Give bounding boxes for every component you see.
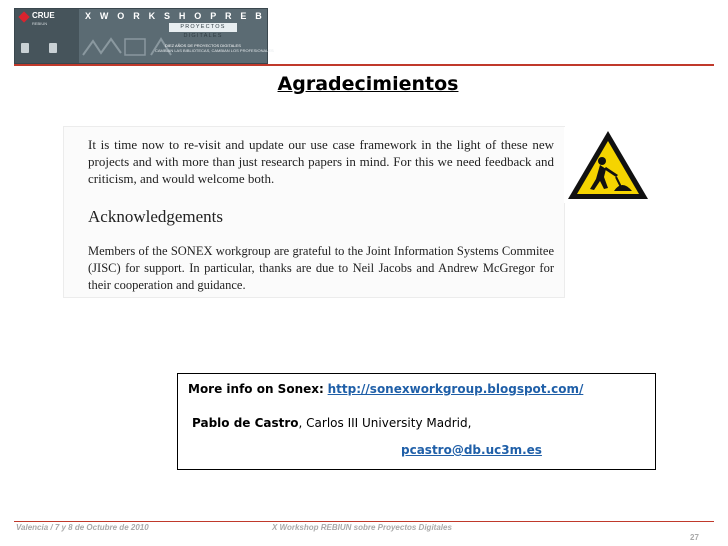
- crue-sublabel: REBIUN: [32, 21, 48, 26]
- crue-logo-icon: [18, 11, 29, 22]
- footer-location-date: Valencia / 7 y 8 de Octubre de 2010: [16, 523, 149, 532]
- banner-caption-line2: CAMBIAN LAS BIBLIOTECAS, CAMBIAN LOS PROFESIONALES: [155, 48, 274, 53]
- sonex-blog-link[interactable]: http://sonexworkgroup.blogspot.com/: [327, 382, 584, 396]
- author-email-link[interactable]: pcastro@db.uc3m.es: [401, 443, 542, 457]
- slide-title: [0, 73, 728, 95]
- slide-title-text: Agradecimientos: [277, 73, 459, 95]
- workshop-title: X W O R K S H O P R E B I U N: [85, 11, 308, 21]
- excerpt-paragraph: It is time now to re-visit and update our use case framework in the light of these new projects and with more than just research papers in mind. For this we need feedback and criticism, and would welcome both.: [88, 137, 554, 186]
- more-info-label: More info on Sonex:: [188, 382, 324, 396]
- header-divider: [14, 64, 714, 66]
- banner-caption-line1: DIEZ AÑOS DE PROYECTOS DIGITALES: [165, 43, 241, 48]
- author-name: Pablo de Castro: [192, 416, 299, 430]
- footer-divider: [14, 521, 714, 522]
- author-line: [192, 416, 471, 430]
- more-info-line: [188, 382, 583, 396]
- excerpt-acknowledgement-text: Members of the SONEX workgroup are grateful to the Joint Information Systems Commitee (JISC) for support. In particular, thanks are due to Neil Jacobs and Andrew McGregor for their cooperation and guidance.: [88, 244, 554, 292]
- contact-info-box: [177, 373, 656, 470]
- crue-label: CRUE: [32, 11, 55, 20]
- author-affiliation: , Carlos III University Madrid,: [298, 416, 472, 430]
- footer-event-name: X Workshop REBIUN sobre Proyectos Digitales: [272, 523, 452, 532]
- proyectos-digitales-label: PROYECTOS DIGITALES: [169, 23, 237, 32]
- email-line: [401, 443, 542, 457]
- crue-logo-block: [15, 9, 79, 63]
- excerpt-heading: Acknowledgements: [88, 207, 224, 226]
- construction-warning-icon: [564, 127, 652, 203]
- header-banner: [14, 8, 308, 64]
- slide-page-number: 27: [690, 533, 699, 542]
- university-logos: [19, 39, 75, 59]
- paper-excerpt-image: [64, 127, 564, 297]
